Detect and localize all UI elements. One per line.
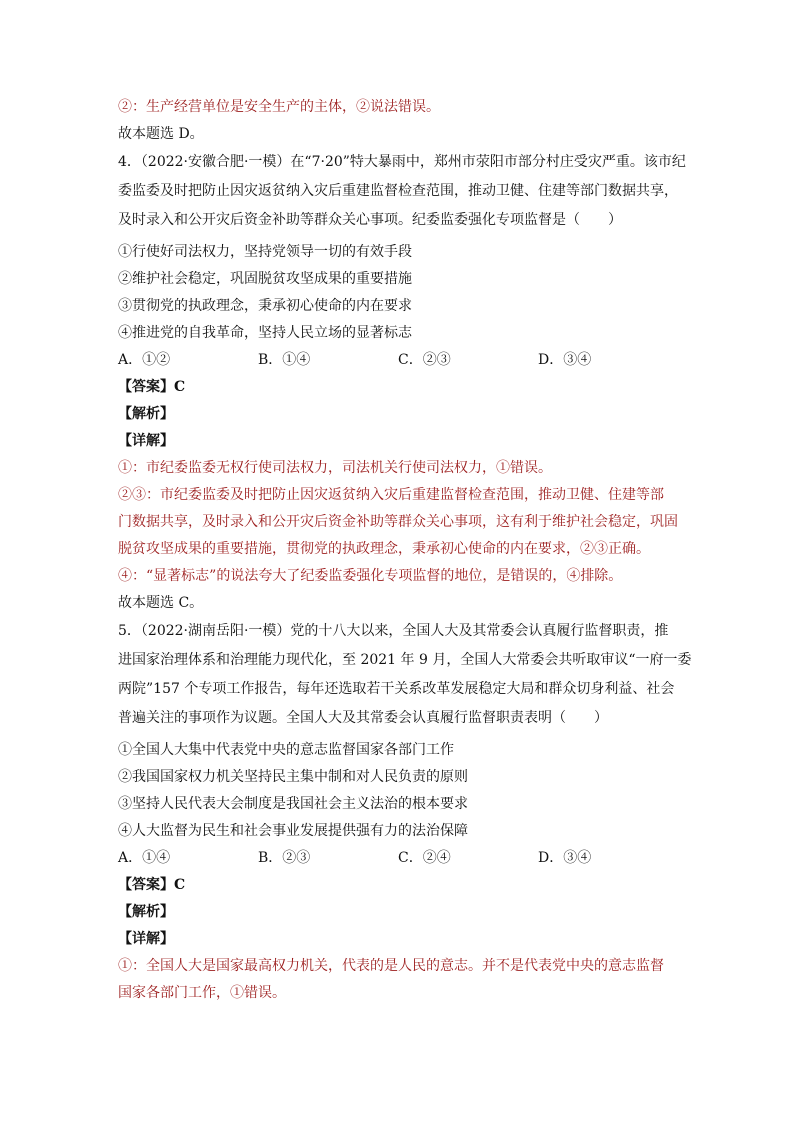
q4-item-1: ①行使好司法权力，坚持党领导一切的有效手段 <box>118 244 412 260</box>
q5-option-a: A．①④ <box>118 850 171 866</box>
q5-analysis-heading: 【解析】 <box>118 904 174 920</box>
q4-analysis-heading: 【解析】 <box>118 406 174 422</box>
q5-stem-line: 进国家治理体系和治理能力现代化，至 2021 年 9 月，全国人大常委会共听取审议“一府一委 <box>118 652 692 668</box>
document-content <box>118 94 692 1007</box>
q4-item-3: ③贯彻党的执政理念，秉承初心使命的内在要求 <box>118 298 412 314</box>
q4-options <box>118 347 674 374</box>
q5-stem-line: 5．（2022·湖南岳阳·一模）党的十八大以来，全国人大及其常委会认真履行监督职责，推 <box>118 623 669 639</box>
prev-conclusion: 故本题选 D。 <box>118 126 204 142</box>
q5-answer: 【答案】C <box>118 877 186 893</box>
q4-stem-line: 4．（2022·安徽合肥·一模）在“7·20”特大暴雨中，郑州市荥阳市部分村庄受灾严重。该市纪 <box>118 154 686 170</box>
q5-options <box>118 845 674 872</box>
question-4 <box>118 148 686 617</box>
q4-option-a: A．①② <box>118 352 171 368</box>
q4-item-4: ④推进党的自我革命，坚持人民立场的显著标志 <box>118 325 412 341</box>
q4-stem-line: 及时录入和公开灾后资金补助等群众关心事项。纪委监委强化专项监督是（ ） <box>118 212 622 228</box>
q4-option-b: B．①④ <box>258 352 311 368</box>
q4-detail-heading: 【详解】 <box>118 433 174 449</box>
q5-stem-line: 普遍关注的事项作为议题。全国人大及其常委会认真履行监督职责表明（ ） <box>118 710 608 726</box>
q5-detail-heading: 【详解】 <box>118 931 174 947</box>
q4-explain-1: ①：市纪委监委无权行使司法权力，司法机关行使司法权力，①错误。 <box>118 460 552 476</box>
q4-answer: 【答案】C <box>118 379 186 395</box>
q5-explain-1: 国家各部门工作，①错误。 <box>118 985 286 1001</box>
question-5 <box>118 617 692 1007</box>
q4-explain-2: 门数据共享，及时录入和公开灾后资金补助等群众关心事项，这有利于维护社会稳定，巩固 <box>118 514 678 530</box>
q5-item-3: ③坚持人民代表大会制度是我国社会主义法治的根本要求 <box>118 796 468 812</box>
q5-explain-1: ①：全国人大是国家最高权力机关，代表的是人民的意志。并不是代表党中央的意志监督 <box>118 958 664 974</box>
q5-option-d: D．③④ <box>538 850 592 866</box>
prev-explain-line: ②：生产经营单位是安全生产的主体，②说法错误。 <box>118 99 440 115</box>
question-4-stem <box>118 148 686 235</box>
q5-option-b: B．②③ <box>258 850 311 866</box>
q4-explain-2: 脱贫攻坚成果的重要措施，贯彻党的执政理念，秉承初心使命的内在要求，②③正确。 <box>118 541 650 557</box>
q5-option-c: C．②④ <box>398 850 451 866</box>
question-5-stem <box>118 617 692 733</box>
q4-explain-3: ④：“显著标志”的说法夸大了纪委监委强化专项监督的地位，是错误的，④排除。 <box>118 568 623 584</box>
q5-item-2: ②我国国家权力机关坚持民主集中制和对人民负责的原则 <box>118 769 468 785</box>
q4-item-2: ②维护社会稳定，巩固脱贫攻坚成果的重要措施 <box>118 271 412 287</box>
q4-option-c: C．②③ <box>398 352 451 368</box>
q4-explain-2: ②③：市纪委监委及时把防止因灾返贫纳入灾后重建监督检查范围，推动卫健、住建等部 <box>118 487 664 503</box>
q5-item-1: ①全国人大集中代表党中央的意志监督国家各部门工作 <box>118 742 454 758</box>
q4-conclusion: 故本题选 C。 <box>118 595 204 611</box>
q4-option-d: D．③④ <box>538 352 592 368</box>
q5-stem-line: 两院”157 个专项工作报告，每年还选取若干关系改革发展稳定大局和群众切身利益、社会 <box>118 681 675 697</box>
q4-stem-line: 委监委及时把防止因灾返贫纳入灾后重建监督检查范围，推动卫健、住建等部门数据共享， <box>118 183 678 199</box>
q5-item-4: ④人大监督为民生和社会事业发展提供强有力的法治保障 <box>118 823 468 839</box>
